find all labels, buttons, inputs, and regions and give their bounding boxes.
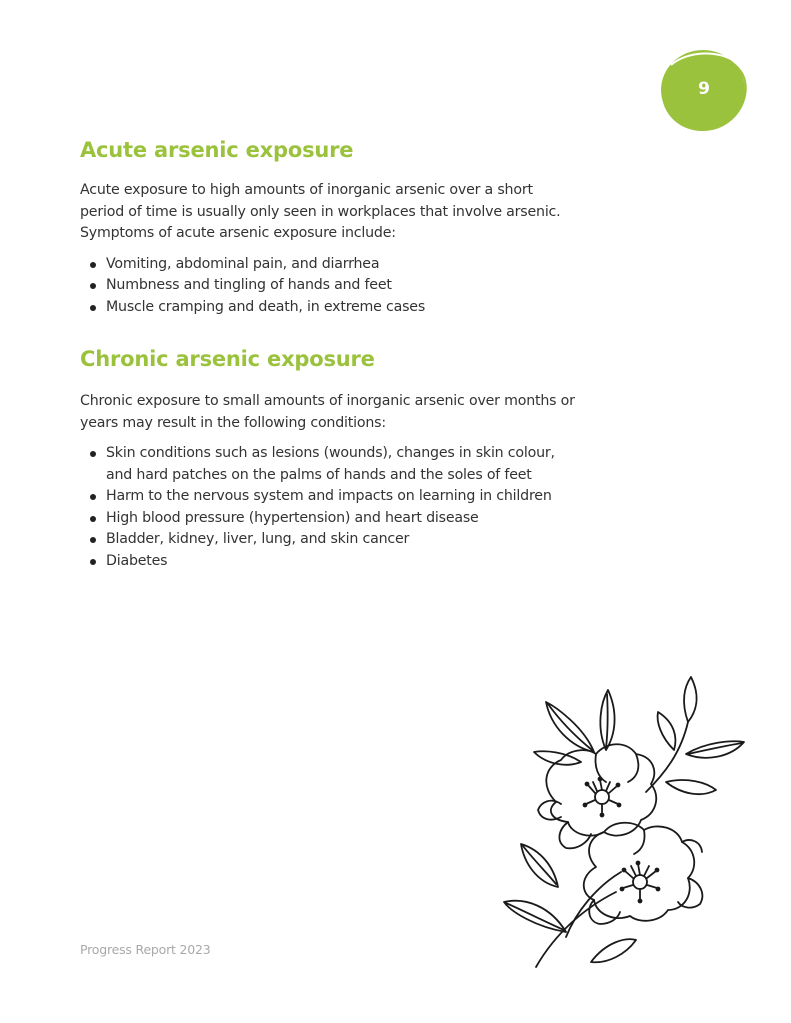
condition-list-chronic	[80, 443, 580, 572]
list-item: Bladder, kidney, liver, lung, and skin cancer	[80, 529, 580, 551]
list-item: Harm to the nervous system and impacts on learning in children	[80, 486, 580, 508]
section-intro-chronic: Chronic exposure to small amounts of inorganic arsenic over months or years may result in the following conditions:	[80, 393, 575, 431]
footer-text: Progress Report 2023	[80, 942, 211, 957]
section-title-chronic: Chronic arsenic exposure	[80, 347, 375, 371]
list-item: Numbness and tingling of hands and feet	[80, 275, 580, 297]
list-item: Vomiting, abdominal pain, and diarrhea	[80, 254, 580, 276]
list-item: High blood pressure (hypertension) and heart disease	[80, 508, 580, 530]
symptom-list-acute	[80, 254, 580, 319]
section-intro-acute: Acute exposure to high amounts of inorganic arsenic over a short period of time is usually only seen in workplaces that involve arsenic. Symptoms of acute arsenic exposure include:	[80, 182, 561, 241]
section-title-acute: Acute arsenic exposure	[80, 138, 354, 162]
list-item: Skin conditions such as lesions (wounds), changes in skin colour, and hard patches on the palms of hands and the soles of feet	[80, 443, 580, 486]
page-number-badge	[657, 47, 749, 133]
list-item: Diabetes	[80, 551, 580, 573]
flower-line-art-icon	[496, 672, 750, 972]
main-content	[80, 136, 580, 572]
page-number: 9	[698, 79, 710, 99]
list-item: Muscle cramping and death, in extreme cases	[80, 297, 580, 319]
